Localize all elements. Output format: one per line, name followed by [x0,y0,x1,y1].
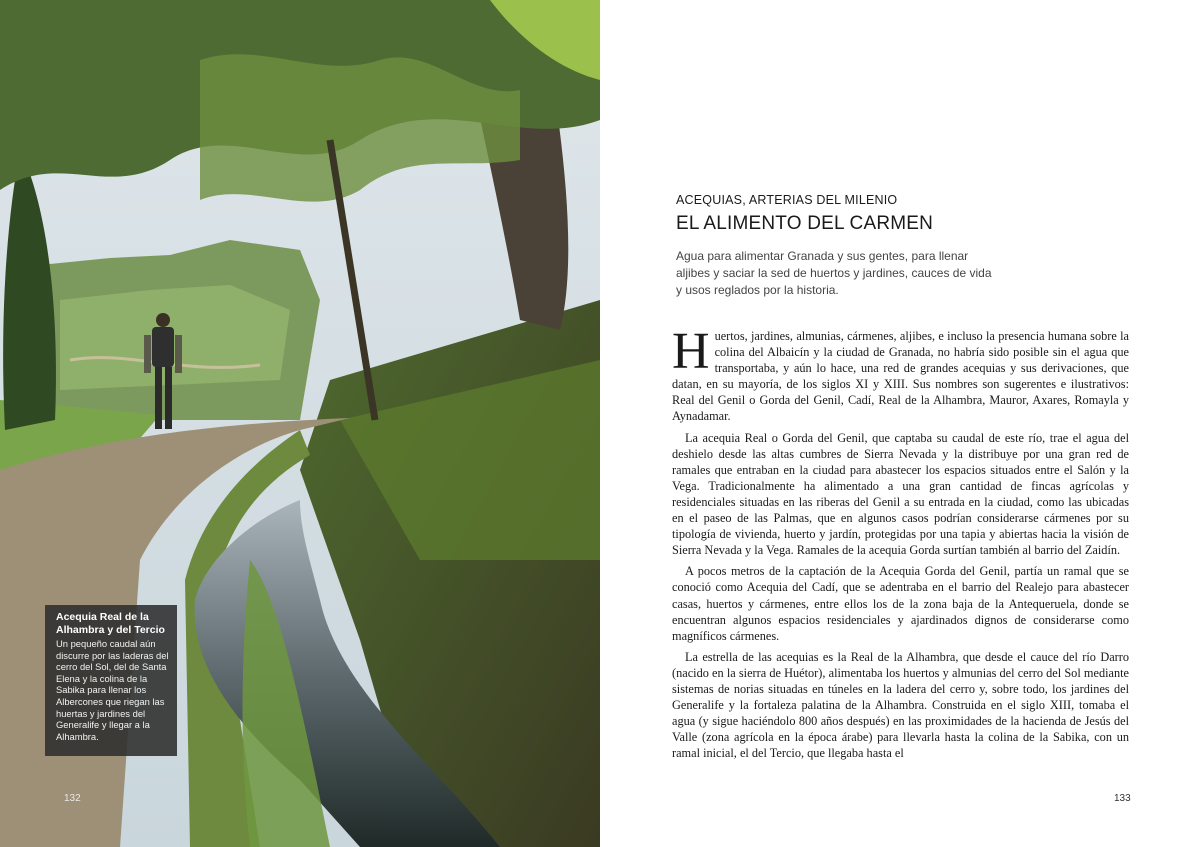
section-kicker: ACEQUIAS, ARTERIAS DEL MILENIO [676,193,898,207]
article-subtitle [676,248,992,299]
caption-title: Acequia Real de la Alhambra y del Tercio [56,611,165,636]
paragraph: La acequia Real o Gorda del Genil, que captaba su caudal de este río, trae el agua del deshielo desde las altas cumbres de Sierra Nevada y la distribuye por una gran red de ramales que entraban en la ciudad para abastecer los espacios situados entre el Salón y la Vega. Tradicionalmente ha alimentado a una gran cantidad de fincas agrícolas y residenciales situadas en las riberas del Genil a su entrada en la ciudad, como las ubicadas en el paseo de las Palmas, que en algunos casos podrían considerarse cármenes por su tipología de vivienda, huerto y jardín, protegidas por una tapia y abiertas hacia la visión de Sierra Nevada y la Vega. Ramales de la acequia Gorda surtían también al barrio del Zaidín. [672,430,1129,558]
paragraph-text: uertos, jardines, almunias, cármenes, aljibes, e incluso la presencia humana sobre la colina del Albaicín y la ciudad de Granada, no habría sido posible sin el agua que transportaba, y aún lo hace, una red de grandes acequias y sus derivaciones, que datan, en su mayoría, de los siglos XI y XIII. Sus nombres son sugerentes e ilustrativos: Real del Genil o Gorda del Genil, Cadí, Real de la Alhambra, Mauror, Axares, Romayla y Aynadamar. [672,329,1129,424]
paragraph: A pocos metros de la captación de la Acequia Gorda del Genil, partía un ramal que se conoció como Acequia del Cadí, que se adentraba en el barrio del Realejo para abastecer casas, huertos y cármenes, entre ellos los de la zona baja de la Antequeruela, donde se encuentran algunos espacios residenciales y ajardinados dignos de considerarse como magníficos cármenes. [672,564,1129,643]
article-body [672,323,1129,766]
caption-text: Un pequeño caudal aún discurre por las laderas del cerro del Sol, del de Santa Elena y la colina de la Sabika para llenar los Albercones que riegan las huertas y jardines del Generalife y llegar a la Alhambra. [56,638,169,742]
paragraph: La estrella de las acequias es la Real de la Alhambra, que desde el cauce del río Darro (nacido en la sierra de Huétor), alimentaba los huertos y almunias del cerro del Sol mediante sistemas de norias situadas en túneles en la ladera del cerro y, sobre todo, los jardines del Generalife y la fortaleza palatina de la Alhambra. Construida en el siglo XIII, tomaba el agua (y sigue haciéndolo 800 años después) en las proximidades de la hacienda de Jesús del Valle (zona agrícola en la época árabe) para llevarla hasta la colina de la Sabika, con un ramal inicial, el del Tercio, que llegaba hasta el [672,649,1129,761]
drop-cap: H [672,323,710,380]
page-number-right: 133 [1114,793,1131,804]
page-number-left: 132 [64,793,81,804]
subtitle-line: Agua para alimentar Granada y sus gentes, para llenar [676,249,969,263]
paragraph [672,323,1129,425]
subtitle-line: y usos reglados por la historia. [676,283,839,297]
right-page [600,0,1199,847]
photo-caption [45,605,177,756]
subtitle-line: aljibes y saciar la sed de huertos y jardines, cauces de vida [676,266,992,280]
article-heading: EL ALIMENTO DEL CARMEN [676,213,934,234]
